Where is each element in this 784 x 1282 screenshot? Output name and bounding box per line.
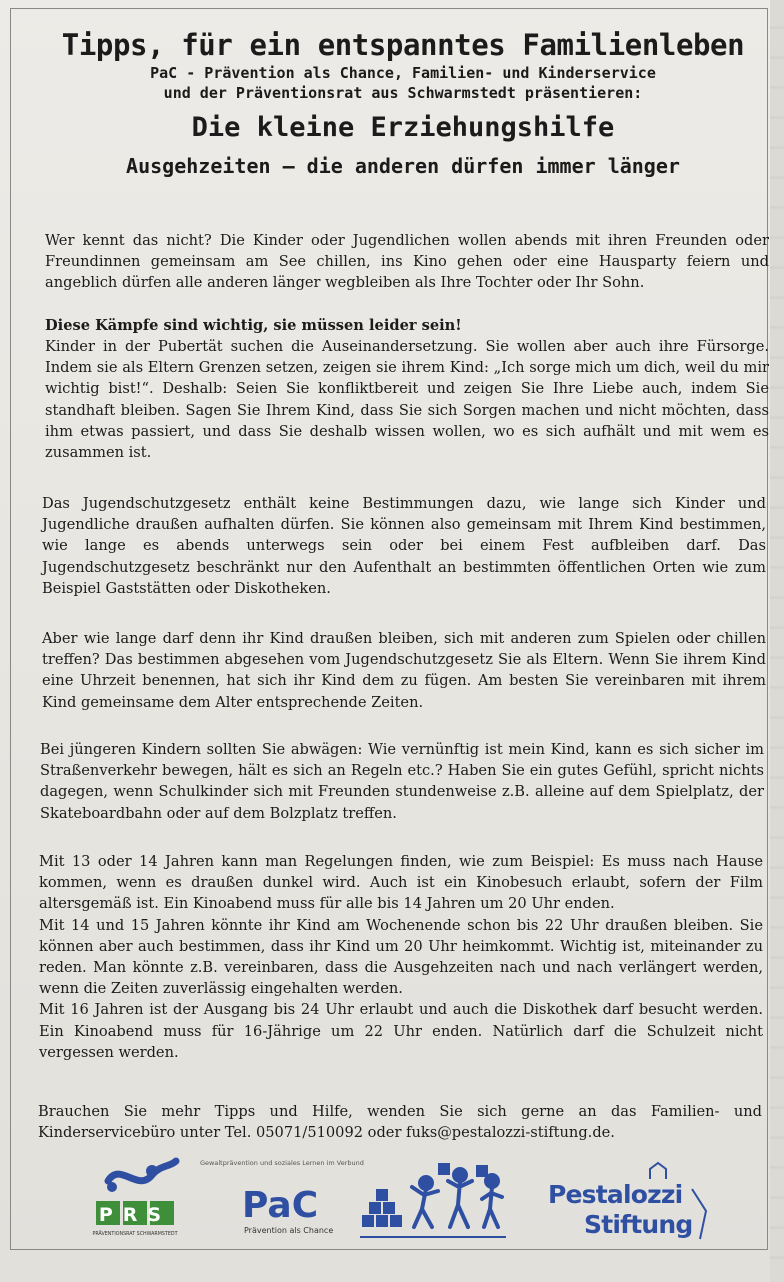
age-rule-14-15: Mit 14 und 15 Jahren könnte ihr Kind am Wochenende schon bis 22 Uhr draußen bleiben. Sie können aber auch bestimmen, dass ihr Kind um 20 Uhr heimkommt. Wichtig ist, miteinander zu reden. Man könnte z.B. vereinbaren, dass die Ausgehzeiten nach und nach verlängert werden, wenn die Zeiten zuverlässig eingehalten werden. [39,916,763,998]
article-subheading: Ausgehzeiten – die anderen dürfen immer länger [126,154,680,178]
prs-swirl-icon [108,1161,176,1181]
paragraph-parents-decide: Aber wie lange darf denn ihr Kind draußen bleiben, sich mit anderen zum Spielen oder chillen treffen? Das bestimmen abgesehen vom Jugendschutzgesetz Sie als Eltern. Wenn Sie ihrem Kind eine Uhrzeit benennen, hat sich ihr Kind dem zu fügen. Am besten Sie vereinbaren mit ihrem Kind gemeinsame dem Alter entsprechende Zeiten. [42,630,766,711]
stiftung-word: Stiftung [584,1210,693,1239]
children-icon [412,1169,502,1227]
pac-caption: Prävention als Chance [244,1226,334,1235]
blocks-icon [362,1189,402,1227]
presenter-line-2: und der Präventionsrat aus Schwarmstedt präsentieren: [163,84,643,102]
article-content [38,28,769,1142]
house-icon [650,1163,666,1179]
prs-logo [90,1157,186,1243]
age-rule-13-14: Mit 13 oder 14 Jahren kann man Regelungen finden, wie zum Beispiel: Es muss nach Hause kommen, wenn es draußen dunkel wird. Auch ist ein Kinobesuch erlaubt, sofern der Film altersgemäß ist. Ein Kinoabend muss für alle bis 14 Jahren um 20 Uhr enden. [39,853,763,913]
pac-wordmark: PaC [242,1185,319,1226]
paragraph-heading: Diese Kämpfe sind wichtig, sie müssen leider sein! [45,317,462,334]
pestalozzi-word: Pestalozzi [548,1180,683,1209]
paragraph-age-rules [39,851,763,1063]
age-rule-16: Mit 16 Jahren ist der Ausgang bis 24 Uhr erlaubt und auch die Diskothek darf besucht werden. Ein Kinoabend muss für 16-Jährige um 22 Uhr enden. Natürlich darf die Schulzeit nicht vergessen werden. [39,1001,763,1061]
children-figures-logo [358,1161,508,1245]
paragraph-puberty: Kinder in der Pubertät suchen die Auseinandersetzung. Sie wollen aber auch ihre Fürsorge. Indem sie als Eltern Grenzen setzen, zeigen sie ihrem Kind: „Ich sorge mich um dich, weil du mir wichtig bist!“. Deshalb: Seien Sie konfliktbereit und zeigen Sie Ihre Liebe auch, indem Sie standhaft bleiben. Sagen Sie Ihrem Kind, dass Sie sich Sorgen machen und nicht möchten, dass ihm etwas passiert, und dass Sie deshalb wissen wollen, wo es sich aufhält und mit wem es zusammen ist. [45,338,769,462]
sponsor-logos [90,1157,710,1247]
paragraph-law: Das Jugendschutzgesetz enthält keine Bestimmungen dazu, wie lange sich Kinder und Jugendliche draußen aufhalten dürfen. Sie können also gemeinsam mit Ihrem Kind bestimmen, wie lange es abends unterwegs sein oder bei einem Fest aufbleiben darf. Das Jugendschutzgesetz beschränkt nur den Aufenthalt an bestimmten öffentlichen Orten wie zum Beispiel Gaststätten oder Diskotheken. [42,495,766,597]
prs-letters: PRS [98,1204,172,1226]
presenter-line-1: PaC - Prävention als Chance, Familien- und Kinderservice [150,64,656,82]
paragraph-intro: Wer kennt das nicht? Die Kinder oder Jugendlichen wollen abends mit ihren Freunden oder Freundinnen gemeinsam am See chillen, ins Kino gehen oder eine Hausparty feiern und angeblich dürfen alle anderen länger wegbleiben als Ihre Tochter oder Ihr Sohn. [45,232,769,292]
article-series-title: Tipps, für ein entspanntes Familienleben [61,28,745,62]
adjacent-page-edge [770,0,784,1282]
pac-logo [240,1179,350,1239]
article-heading: Die kleine Erziehungshilfe [191,112,615,143]
prs-caption: PRÄVENTIONSRAT SCHWARMSTEDT [92,1232,178,1237]
paragraph-contact: Brauchen Sie mehr Tipps und Hilfe, wenden Sie sich gerne an das Familien- und Kinderservicebüro unter Tel. 05071/510092 oder fuks@pestalozzi-stiftung.de. [38,1103,762,1142]
paragraph-younger-children: Bei jüngeren Kindern sollten Sie abwägen: Wie vernünftig ist mein Kind, kann es sich sicher im Straßenverkehr bewegen, hält es sich an Regeln etc.? Haben Sie ein gutes Gefühl, spricht nichts dagegen, wenn Schulkinder sich mit Freunden stundenweise z.B. alleine auf dem Spielplatz, der Skateboardbahn oder auf dem Bolzplatz treffen. [40,741,764,822]
pestalozzi-logo [546,1159,716,1243]
logo-tagline: Gewaltprävention und soziales Lernen im Verbund [200,1159,364,1167]
